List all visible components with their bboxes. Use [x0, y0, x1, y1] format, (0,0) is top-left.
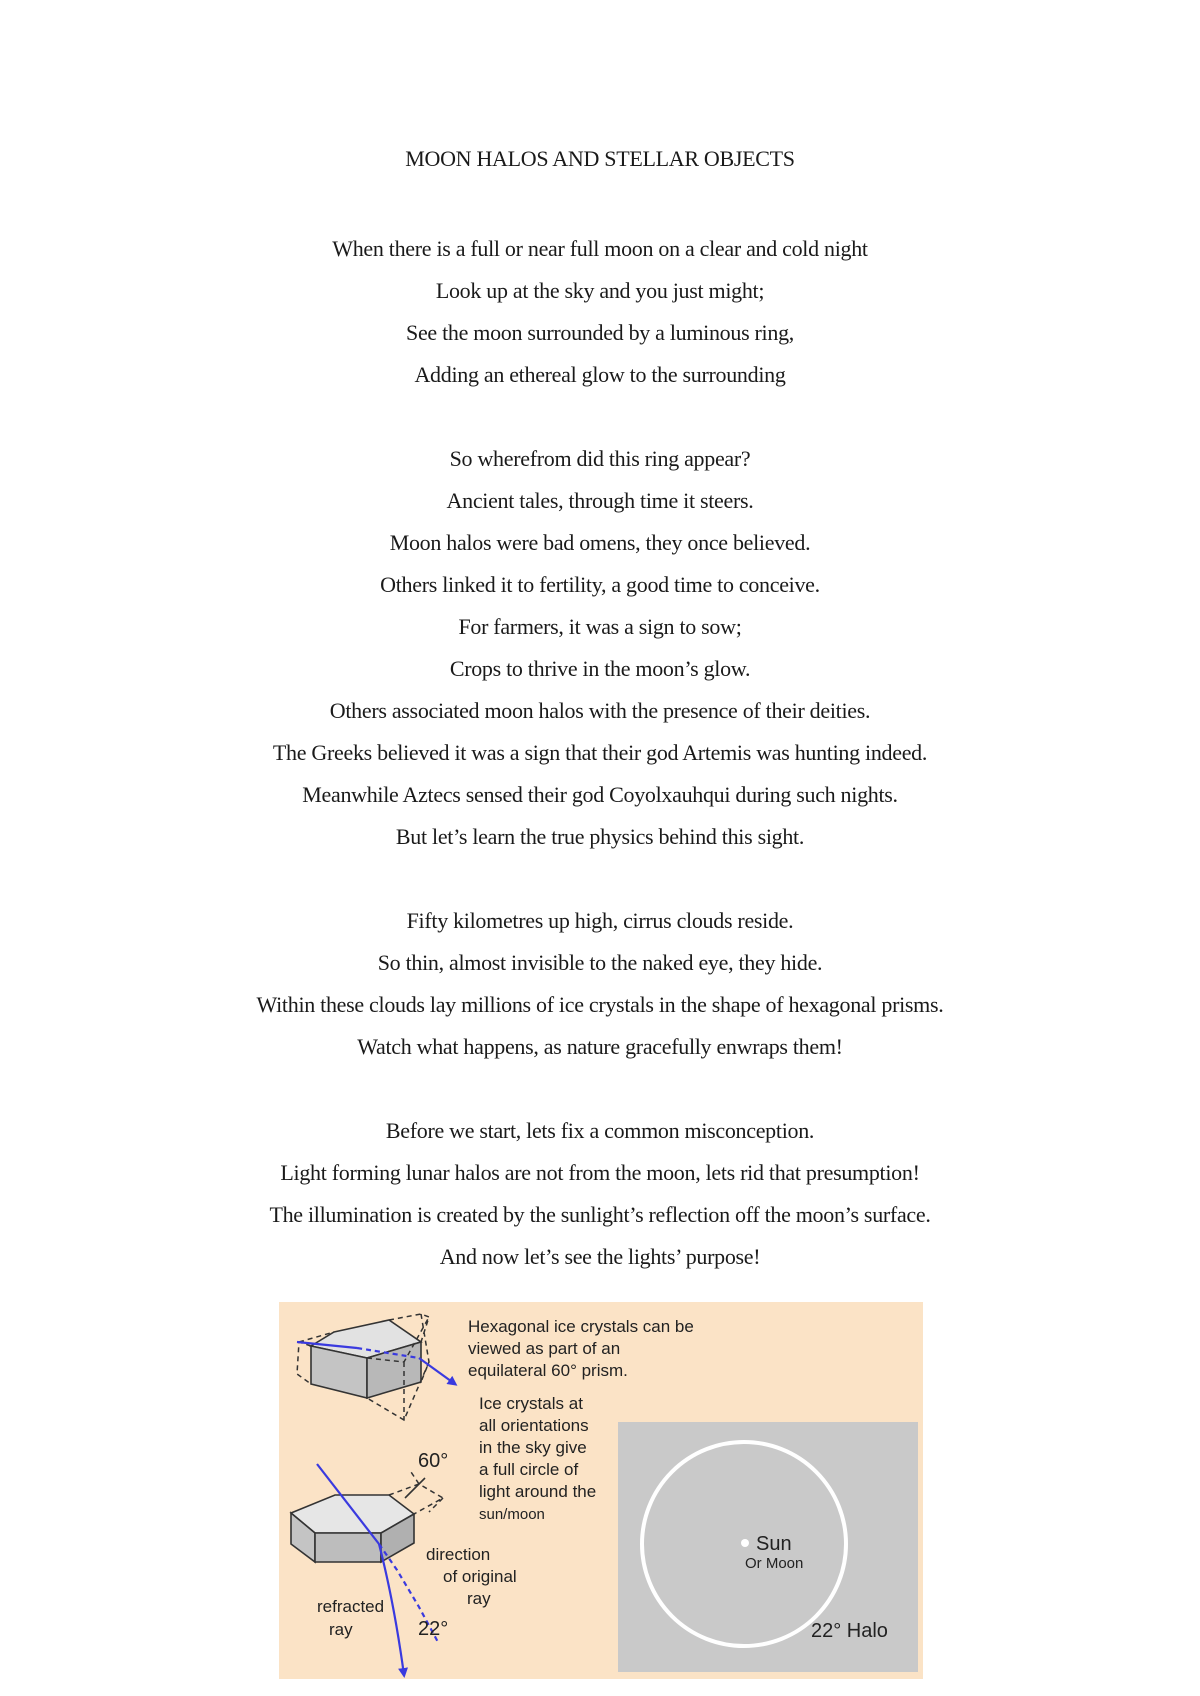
- poem-line: Before we start, lets fix a common misconception.: [385, 1118, 815, 1143]
- poem-line: Look up at the sky and you just might;: [435, 278, 765, 303]
- poem-line: Ancient tales, through time it steers.: [446, 488, 754, 513]
- poem-line: Light forming lunar halos are not from the moon, lets rid that presumption!: [280, 1160, 920, 1185]
- poem-line: So wherefrom did this ring appear?: [449, 446, 751, 471]
- or-moon-label: Or Moon: [745, 1555, 804, 1572]
- stanza: [0, 228, 1200, 396]
- refracted-ray-label: refracted ray: [317, 1597, 385, 1639]
- angle-22-label: 22°: [418, 1618, 449, 1640]
- poem-line: So thin, almost invisible to the naked eye, they hide.: [377, 950, 823, 975]
- stanza: [0, 438, 1200, 858]
- stanza-gap: [0, 396, 1200, 438]
- poem-line: Watch what happens, as nature gracefully enwraps them!: [357, 1034, 843, 1059]
- direction-label: direction of original ray: [426, 1545, 517, 1608]
- angle-60-label: 60°: [418, 1450, 449, 1472]
- poem-body: [0, 228, 1200, 1278]
- halo-diagram: [279, 1302, 923, 1679]
- poem-line: The Greeks believed it was a sign that their god Artemis was hunting indeed.: [272, 740, 928, 765]
- stanza: [0, 1110, 1200, 1278]
- poem-line: Meanwhile Aztecs sensed their god Coyolxauhqui during such nights.: [302, 782, 898, 807]
- crystal-description: Hexagonal ice crystals can be viewed as part of an equilateral 60° prism.: [468, 1317, 694, 1380]
- poem-line: Adding an ethereal glow to the surrounding: [414, 362, 786, 387]
- poem-title: MOON HALOS AND STELLAR OBJECTS: [405, 146, 795, 171]
- poem-line: Others linked it to fertility, a good time to conceive.: [380, 572, 820, 597]
- poem-line: When there is a full or near full moon on a clear and cold night: [332, 236, 868, 261]
- poem-line: For farmers, it was a sign to sow;: [458, 614, 742, 639]
- stanza-gap: [0, 858, 1200, 900]
- poem-line: See the moon surrounded by a luminous ring,: [406, 320, 794, 345]
- poem-line: And now let’s see the lights’ purpose!: [439, 1244, 761, 1269]
- sun-label: Sun: [756, 1533, 792, 1555]
- poem-line: Crops to thrive in the moon’s glow.: [449, 656, 751, 681]
- stanza: [0, 900, 1200, 1068]
- poem-line: Fifty kilometres up high, cirrus clouds reside.: [406, 908, 794, 933]
- poem-line: Within these clouds lay millions of ice crystals in the shape of hexagonal prisms.: [256, 992, 944, 1017]
- stanza-gap: [0, 1068, 1200, 1110]
- poem-line: But let’s learn the true physics behind this sight.: [395, 824, 805, 849]
- halo-label: 22° Halo: [811, 1620, 888, 1642]
- orientation-description: Ice crystals at all orientations in the sky give a full circle of light around the sun/moon: [479, 1394, 597, 1523]
- poem-line: Others associated moon halos with the presence of their deities.: [329, 698, 871, 723]
- poem-line: Moon halos were bad omens, they once believed.: [389, 530, 811, 555]
- poem-line: The illumination is created by the sunlight’s reflection off the moon’s surface.: [269, 1202, 931, 1227]
- sun-dot: [741, 1539, 749, 1547]
